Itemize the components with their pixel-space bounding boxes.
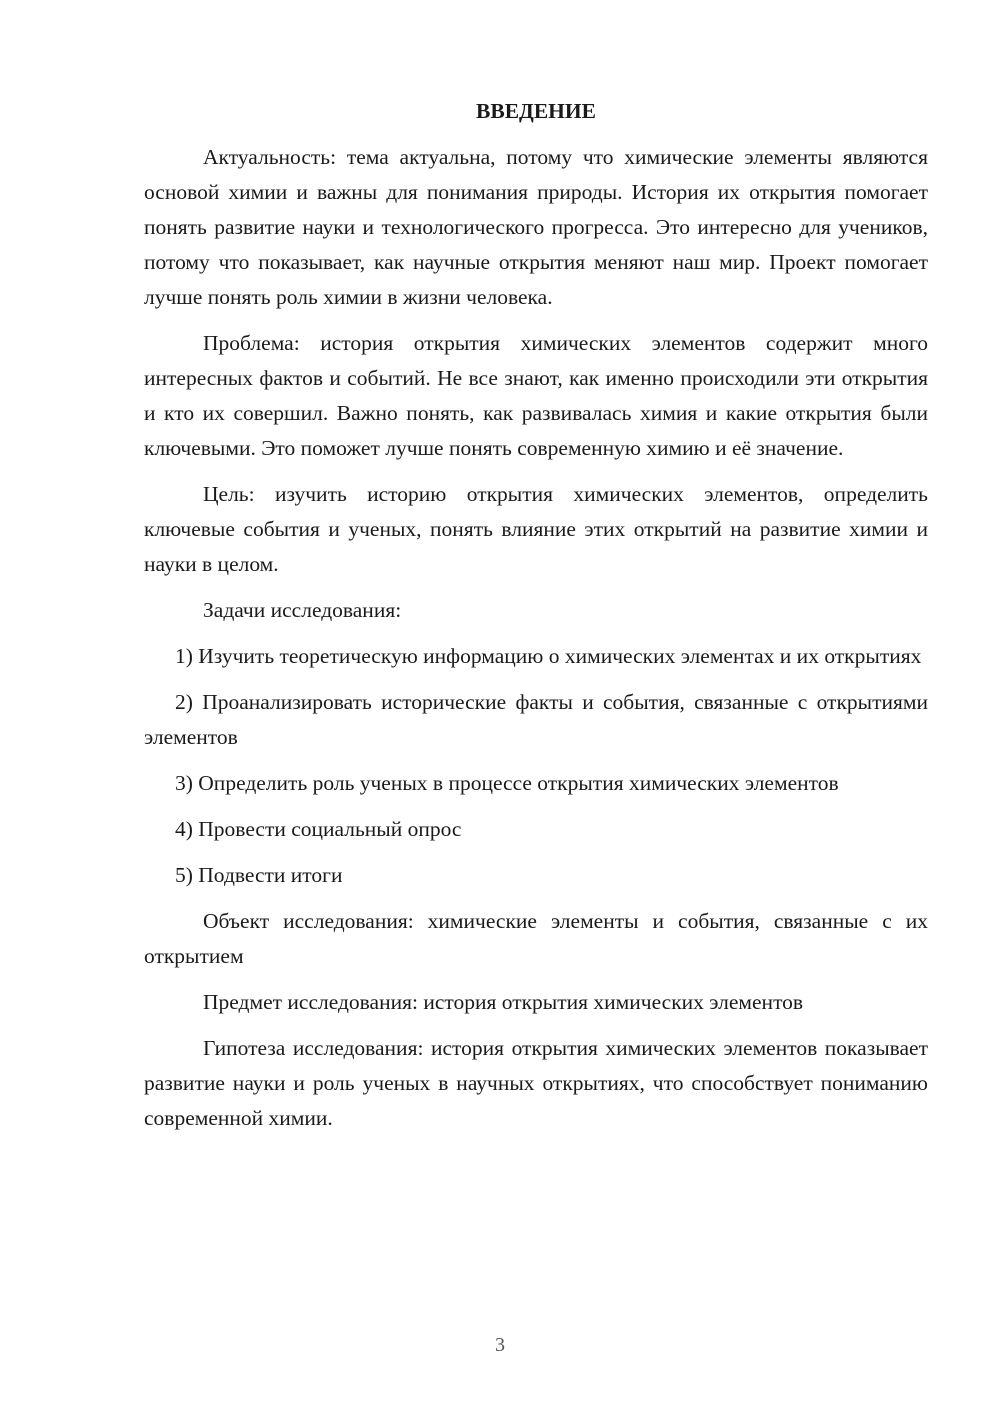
- task-item-3: 3) Определить роль ученых в процессе открытия химических элементов: [175, 771, 839, 795]
- task-item-2: 2) Проанализировать исторические факты и события, связанные с открытиями элементов: [144, 690, 928, 749]
- paragraph-problem: Проблема: история открытия химических элементов содержит много интересных фактов и событий. Не все знают, как именно происходили эти открытия и кто их совершил. Важно понять, как развивалась химия и какие открытия были ключевыми. Это поможет лучше понять современную химию и её значение.: [144, 331, 928, 460]
- paragraph-relevance: Актуальность: тема актуальна, потому что химические элементы являются основой химии и важны для понимания природы. История их открытия помогает понять развитие науки и технологического прогресса. Это интересно для учеников, потому что показывает, как научные открытия меняют наш мир. Проект помогает лучше понять роль химии в жизни человека.: [144, 145, 928, 309]
- page-number: 3: [495, 1334, 505, 1356]
- task-item-4: 4) Провести социальный опрос: [175, 817, 462, 841]
- document-page: [144, 94, 928, 1147]
- paragraph-object: Объект исследования: химические элементы и события, связанные с их открытием: [144, 909, 928, 968]
- task-item-5: 5) Подвести итоги: [175, 863, 343, 887]
- paragraph-tasks-heading: Задачи исследования:: [203, 598, 402, 622]
- paragraph-goal: Цель: изучить историю открытия химических элементов, определить ключевые события и ученых, понять влияние этих открытий на развитие химии и науки в целом.: [144, 482, 928, 576]
- paragraph-hypothesis: Гипотеза исследования: история открытия химических элементов показывает развитие науки и роль ученых в научных открытиях, что способствует пониманию современной химии.: [144, 1036, 928, 1130]
- task-item-1: 1) Изучить теоретическую информацию о химических элементах и их открытиях: [175, 644, 922, 668]
- paragraph-subject: Предмет исследования: история открытия химических элементов: [203, 990, 804, 1014]
- page-title: ВВЕДЕНИЕ: [476, 99, 596, 123]
